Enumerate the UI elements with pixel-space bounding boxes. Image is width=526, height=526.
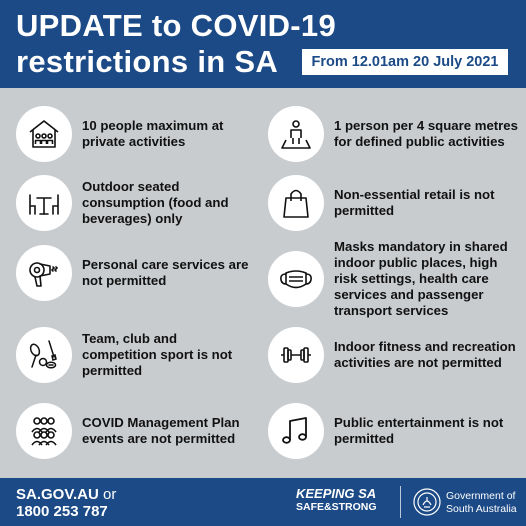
shopping-bag-icon — [268, 175, 324, 231]
restriction-text: Indoor fitness and recreation activities are not permitted — [334, 339, 516, 370]
face-mask-icon — [268, 251, 324, 307]
campaign-logo-line1: KEEPING SA — [296, 486, 377, 501]
government-name-line2: South Australia — [446, 503, 517, 515]
phone-number[interactable]: 1800 253 787 — [16, 503, 108, 520]
group-people-icon — [16, 403, 72, 459]
restriction-text: Outdoor seated consumption (food and beverages) only — [82, 179, 229, 226]
title-line-2: restrictions in SA — [16, 44, 279, 79]
restriction-text: Team, club and competition sport is not permitted — [82, 331, 233, 378]
restriction-text: Public entertainment is not permitted — [334, 415, 504, 446]
restriction-item-retail — [268, 175, 520, 231]
restriction-text: Non-essential retail is not permitted — [334, 187, 495, 218]
restriction-text: 10 people maximum at private activities — [82, 118, 224, 149]
restriction-item-indoor-fitness — [268, 327, 520, 383]
website-link[interactable]: SA.GOV.AU — [16, 486, 99, 503]
restrictions-panel — [0, 88, 526, 478]
government-name-line1: Government of — [446, 490, 516, 502]
music-note-icon — [268, 403, 324, 459]
outdoor-table-icon — [16, 175, 72, 231]
date-badge: From 12.01am 20 July 2021 — [302, 49, 508, 75]
restriction-item-covid-events — [16, 403, 254, 459]
restriction-text: 1 person per 4 square metres for defined public activities — [334, 118, 518, 149]
restriction-item-entertainment — [268, 403, 520, 459]
sports-equipment-icon — [16, 327, 72, 383]
or-text: or — [98, 486, 117, 503]
restriction-item-outdoor-seated — [16, 175, 254, 231]
restriction-item-team-sport — [16, 327, 254, 383]
header-banner — [0, 0, 526, 88]
dumbbell-icon — [268, 327, 324, 383]
restriction-text: Personal care services are not permitted — [82, 257, 249, 288]
restriction-item-masks — [268, 239, 520, 319]
house-people-icon — [16, 106, 72, 162]
sa-government-crest-icon — [412, 486, 442, 518]
restriction-item-square-metres — [268, 106, 520, 162]
website-line — [16, 486, 116, 503]
restriction-text: Masks mandatory in shared indoor public places, high risk settings, health care services and passenger transport services — [334, 239, 508, 318]
person-square-metre-icon — [268, 106, 324, 162]
restriction-item-personal-care — [16, 245, 254, 301]
hair-dryer-icon — [16, 245, 72, 301]
footer-bar — [0, 478, 526, 526]
title-line-1: UPDATE to COVID-19 — [16, 8, 337, 43]
footer-divider — [400, 486, 401, 518]
restriction-text: COVID Management Plan events are not permitted — [82, 415, 240, 446]
campaign-logo-line2: SAFE&STRONG — [296, 501, 377, 513]
restriction-item-private-activities — [16, 106, 254, 162]
